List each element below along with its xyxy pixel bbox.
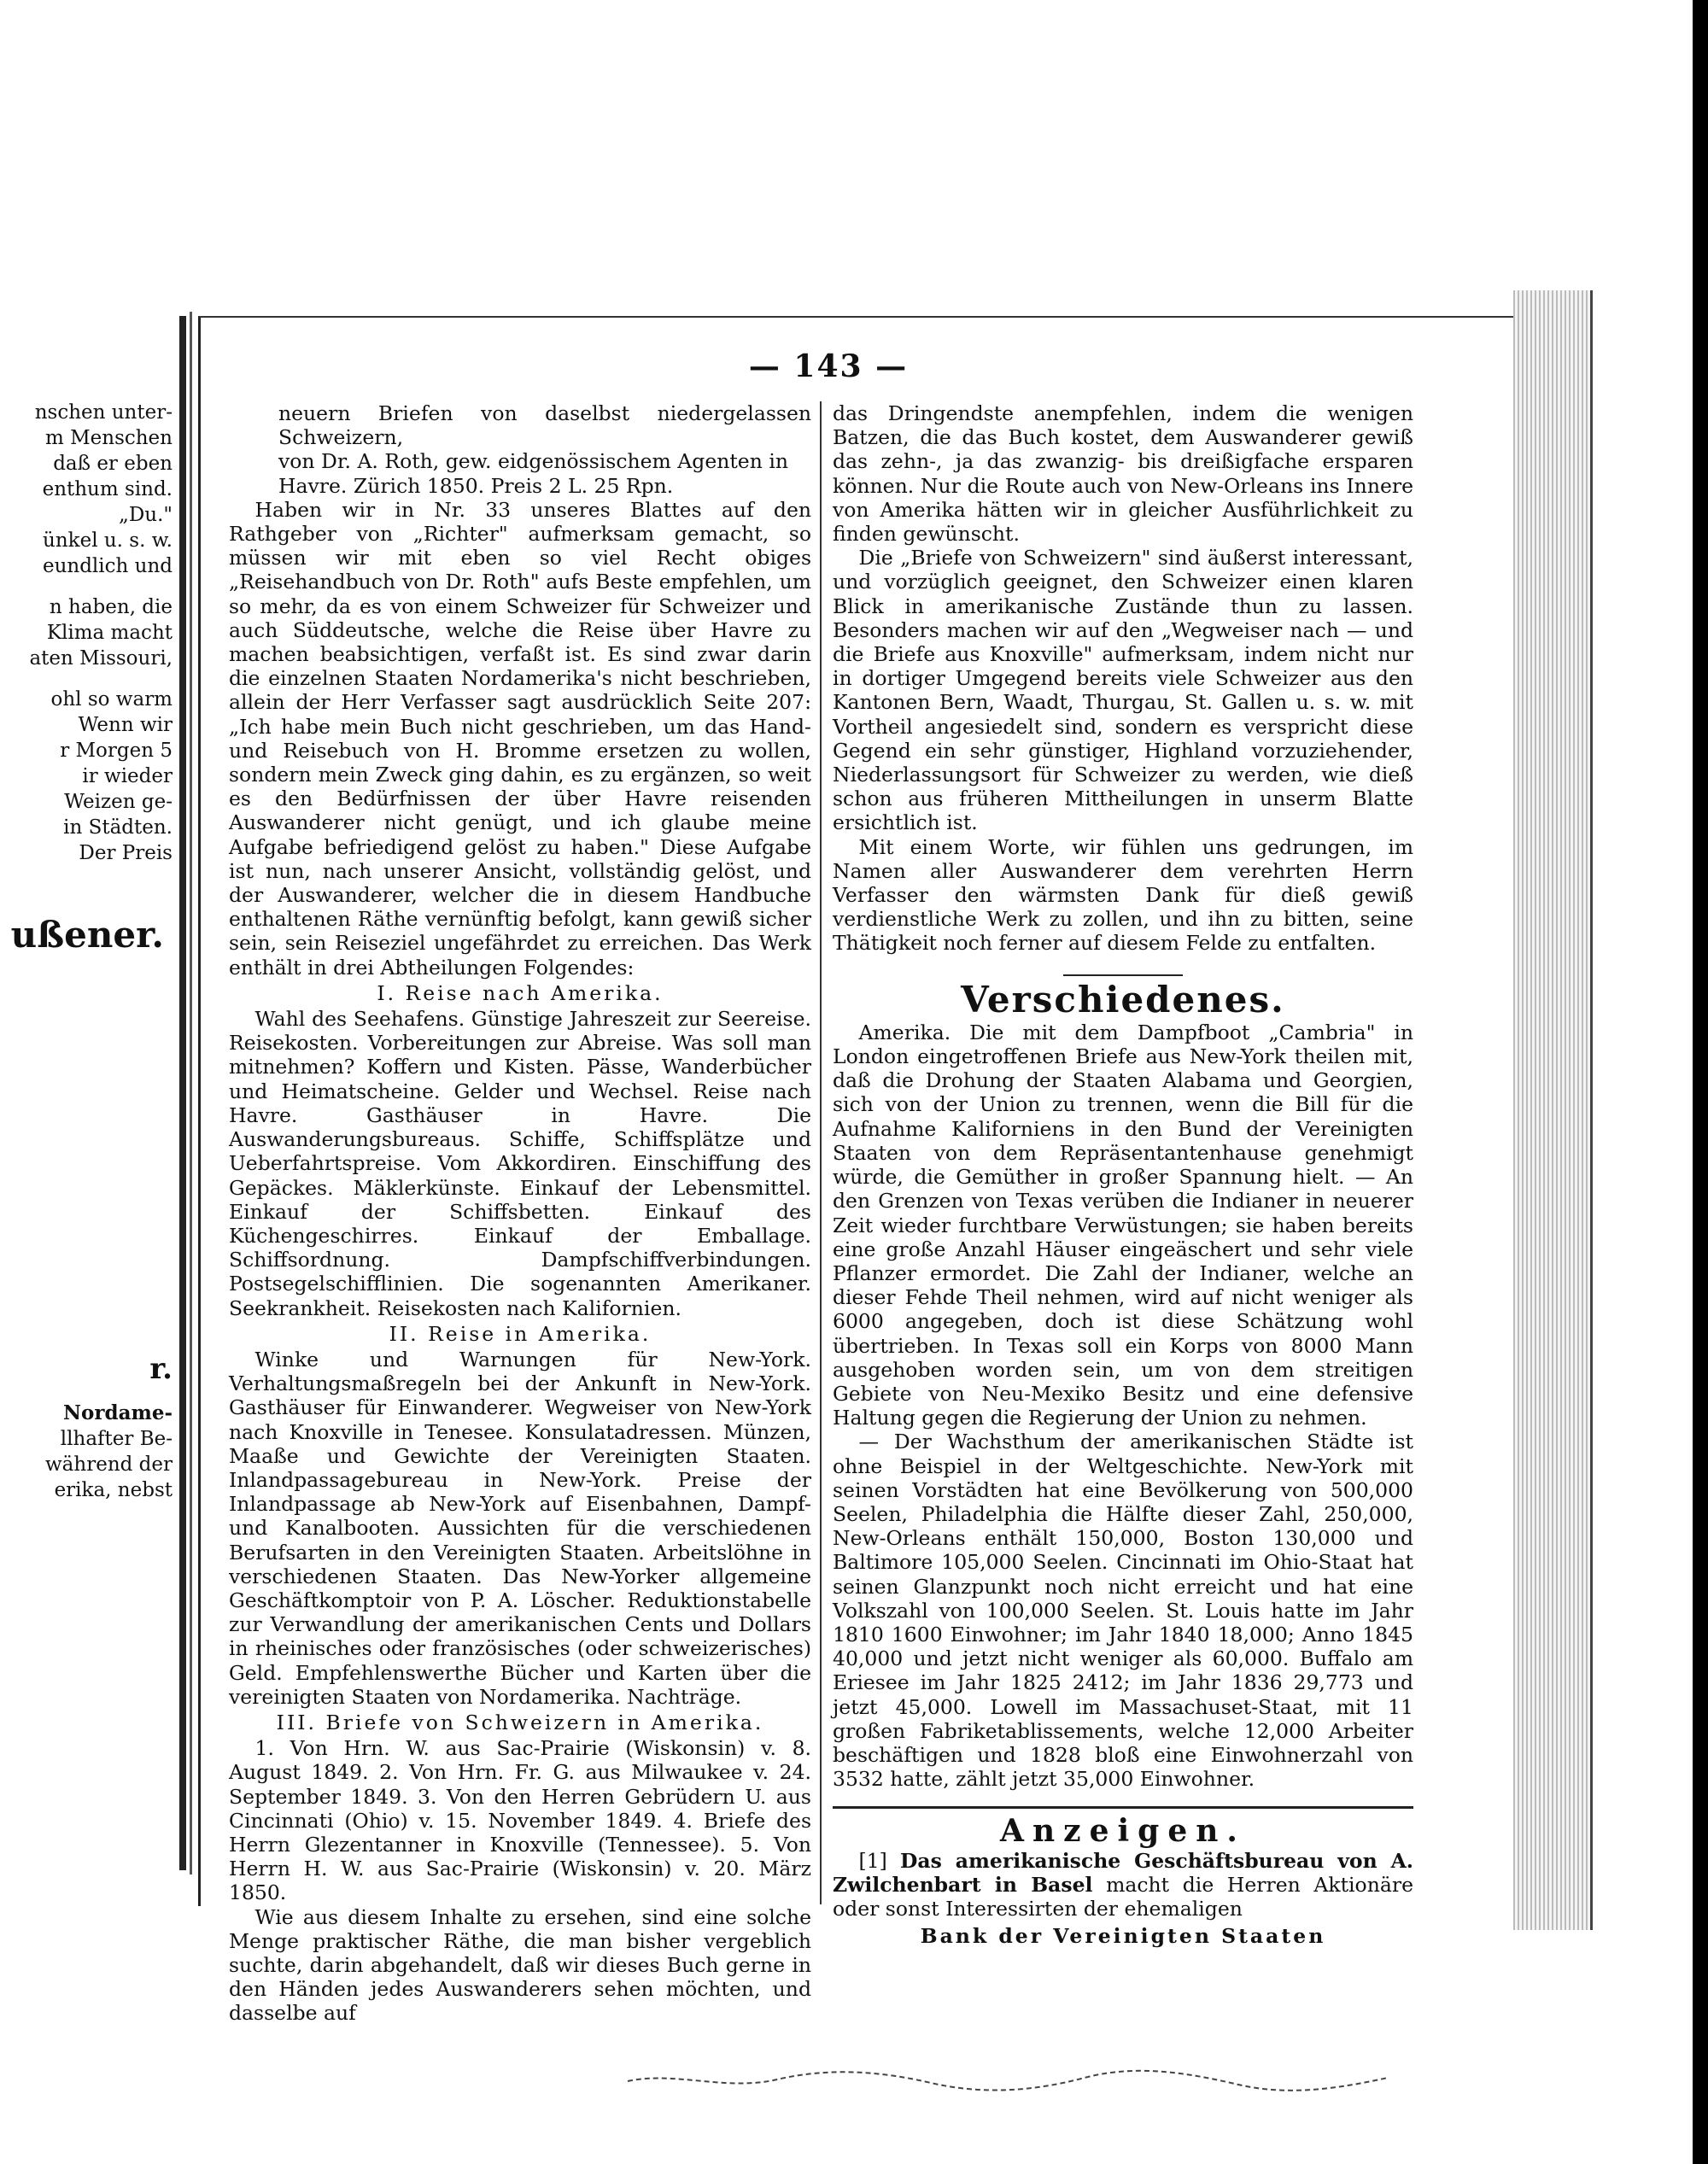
left-page-line: während der <box>45 1453 173 1476</box>
review-paragraph: Mit einem Worte, wir fühlen uns gedrungen, im Namen aller Auswanderer dem verehrten Herrn Verfasser den wärmsten Dank für dieß gewiß verdienstliche Werk zu zollen, und ihn zu bitten, seine Thätigkeit noch ferner auf diesem Felde zu entfalten. <box>833 834 1413 956</box>
left-page-line: Wenn wir <box>78 714 173 736</box>
page-stack-edges <box>1513 290 1593 1930</box>
page-number: — 143 — <box>748 348 909 384</box>
scan-border <box>1693 0 1708 2164</box>
separator-rule <box>1063 974 1183 976</box>
left-page-line: nschen unter- <box>34 401 173 424</box>
left-page-heading: ußener. <box>10 914 164 956</box>
column-left <box>229 401 811 2026</box>
book-reference-line: neuern Briefen von daselbst niedergelassen Schweizern, <box>278 401 811 450</box>
book-reference-line: Havre. Zürich 1850. Preis 2 L. 25 Rpn. <box>278 473 674 498</box>
left-page-line: aten Missouri, <box>29 647 173 670</box>
section-text: Winke und Warnungen für New-York. Verhaltungsmaßregeln bei der Ankunft in New-York. Gasthäuser für Einwanderer. Wegweiser von New-York nach Knoxville in Tenesee. Konsulatadressen. Münzen, Maaße und Gewichte der Vereinigten Staaten. Inlandpassagebureau in New-York. Preise der Inlandpassage ab New-York auf Eisenbahnen, Dampf- und Kanalbooten. Aussichten für die verschiedenen Berufsarten in den Vereinigten Staaten. Arbeitslöhne in verschiedenen Staaten. Das New-Yorker allgemeine Geschäftkomptoir von P. A. Löscher. Reduktionstabelle zur Verwandlung der amerikanischen Cents und Dollars in rheinisches oder französisches (oder schweizerisches) Geld. Empfehlenswerthe Bücher und Karten über die vereinigten Staaten von Nordamerika. Nachträge. <box>229 1347 811 1709</box>
section-text: Wahl des Seehafens. Günstige Jahreszeit zur Seereise. Reisekosten. Vorbereitungen zur Abreise. Was soll man mitnehmen? Koffern und Kisten. Pässe, Wanderbücher und Heimatscheine. Gelder und Wechsel. Reise nach Havre. Gasthäuser in Havre. Die Auswanderungsbureaus. Schiffe, Schiffsplätze und Ueberfahrtspreise. Vom Akkordiren. Einschiffung des Gepäckes. Mäklerkünste. Einkauf der Lebensmittel. Einkauf der Schiffsbetten. Einkauf des Küchengeschirres. Einkauf der Emballage. Schiffsordnung. Dampfschiffverbindungen. Postsegelschifflinien. Die sogenannten Amerikaner. Seekrankheit. Reisekosten nach Kalifornien. <box>229 1007 811 1320</box>
left-page-line: m Menschen <box>44 427 173 449</box>
review-closing: Wie aus diesem Inhalte zu ersehen, sind eine solche Menge praktischer Räthe, die man bisher vergeblich suchte, darin abgehandelt, daß wir dieses Buch gerne in den Händen jedes Auswanderers sehen möchten, und dasselbe auf <box>229 1904 811 2026</box>
left-page-line: r Morgen 5 <box>60 740 173 762</box>
left-page-line: daß er eben <box>53 453 173 475</box>
left-page-line: eundlich und <box>42 555 173 577</box>
left-page-line: Nordame- <box>63 1401 173 1424</box>
section-heading: I. Reise nach Amerika. <box>377 980 664 1005</box>
review-continuation: das Dringendste anempfehlen, indem die wenigen Batzen, die das Buch kostet, dem Auswanderer gewiß das zehn-, ja das zwanzig- bis dreißigfache ersparen können. Nur die Route auch von New-Orleans ins Innere von Amerika hätten wir in gleicher Ausführlichkeit zu finden gewünscht. <box>833 401 1413 547</box>
ad-text: macht die Herren Aktionäre oder sonst Interessirten der ehemaligen <box>833 1872 1413 1921</box>
scan-scribble-mark <box>623 2062 1392 2097</box>
left-page-line: enthum sind. <box>42 478 173 500</box>
column-right <box>833 401 1413 1948</box>
ads-heading: Anzeigen. <box>1000 1813 1246 1850</box>
ad-number: [1] <box>858 1848 887 1873</box>
separator-rule <box>833 1806 1413 1809</box>
left-facing-page <box>0 307 198 1879</box>
section-heading: III. Briefe von Schweizern in Amerika. <box>276 1710 764 1734</box>
review-paragraph: Die „Briefe von Schweizern" sind äußerst interessant, und vorzüglich geeignet, den Schweizer einen klaren Blick in amerikanische Zustände thun zu lassen. Besonders machen wir auf den „Wegweiser nach — und die Briefe aus Knoxville" aufmerksam, indem nicht nur in dortiger Umgegend bereits viele Schweizer aus den Kantonen Bern, Waadt, Thurgau, St. Gallen u. s. w. mit Vortheil angesiedelt sind, sondern es verspricht diese Gegend ein sehr günstiger, Highland vorzuziehender, Niederlassungsort für Schweizer zu werden, wie dieß schon aus früheren Mittheilungen in unserm Blatte ersichtlich ist. <box>833 546 1413 835</box>
left-page-line: ir wieder <box>82 765 173 787</box>
page-gutter-line <box>190 312 192 1874</box>
column-divider <box>820 401 822 1904</box>
left-page-line: ohl so warm <box>50 688 173 711</box>
left-page-line: Klima macht <box>46 622 173 644</box>
left-page-line: r. <box>149 1352 173 1386</box>
left-page-line: erika, nebst <box>54 1479 173 1501</box>
left-page-line: Der Preis <box>79 842 173 864</box>
left-page-line: Weizen ge- <box>64 791 173 813</box>
news-paragraph: Amerika. Die mit dem Dampfboot „Cambria" in London eingetroffenen Briefe aus New-York theilen mit, daß die Drohung der Staaten Alabama und Georgien, sich von der Union zu trennen, wenn die Bill für die Aufnahme Kaliforniens in den Bund der Vereinigten Staaten von dem Repräsentantenhause genehmigt würde, die Gemüther in großer Spannung hielt. — An den Grenzen von Texas verüben die Indianer in neuerer Zeit wieder furchtbare Verwüstungen; sie haben bereits eine große Anzahl Häuser eingeäschert und sehr viele Pflanzer ermordet. Die Zahl der Indianer, welche an dieser Fehde Theil nehmen, wird auf nicht weniger als 6000 angegeben, doch ist diese Schätzung wohl übertrieben. In Texas soll ein Korps von 8000 Mann ausgehoben worden sein, um von dem streitigen Gebiete von Neu-Mexiko Besitz und eine defensive Haltung gegen die Regierung der Union zu nehmen. <box>833 1020 1413 1430</box>
left-page-line: n haben, die <box>49 596 173 618</box>
book-reference-line: von Dr. A. Roth, gew. eidgenössischem Agenten in <box>278 449 788 474</box>
misc-heading: Verschiedenes. <box>961 978 1285 1021</box>
ad-bank-name: Bank der Vereinigten Staaten <box>920 1924 1326 1949</box>
left-page-line: ünkel u. s. w. <box>43 529 173 552</box>
section-text: 1. Von Hrn. W. aus Sac-Prairie (Wiskonsin) v. 8. August 1849. 2. Von Hrn. Fr. G. aus Milwaukee v. 24. September 1849. 3. Von den Herren Gebrüdern U. aus Cincinnati (Ohio) v. 15. November 1849. 4. Briefe des Herrn Glezentanner in Knoxville (Tennessee). 5. Von Herrn H. W. aus Sac-Prairie (Wiskonsin) v. 20. März 1850. <box>229 1736 811 1905</box>
left-page-line: „Du." <box>118 504 173 526</box>
page-gutter <box>179 316 186 1870</box>
left-page-line: llhafter Be- <box>60 1428 173 1450</box>
ad-paragraph <box>833 1849 1413 1921</box>
ad-company: Das amerikanische Geschäftsbureau von A. Zwilchenbart in Basel <box>833 1848 1413 1897</box>
left-page-line: in Städten. <box>63 816 173 839</box>
section-heading: II. Reise in Amerika. <box>389 1321 652 1346</box>
review-intro: Haben wir in Nr. 33 unseres Blattes auf den Rathgeber von „Richter" aufmerksam gemacht, so müssen wir mit eben so viel Recht obiges „Reisehandbuch von Dr. Roth" aufs Beste empfehlen, um so mehr, da es von einem Schweizer für Schweizer und auch Süddeutsche, welche die Reise über Havre zu machen beabsichtigen, verfaßt ist. Es sind zwar darin die einzelnen Staaten Nordamerika's nicht beschrieben, allein der Herr Verfasser sagt ausdrücklich Seite 207: „Ich habe mein Buch nicht geschrieben, um das Hand- und Reisebuch von H. Bromme ersetzen zu wollen, sondern mein Zweck ging dahin, es zu ergänzen, so weit es den Bedürfnissen der über Havre reisenden Auswanderer nicht genügt, und ich glaube meine Aufgabe befriedigend gelöst zu haben." Diese Aufgabe ist nun, nach unserer Ansicht, vollständig gelöst, und der Auswanderer, welcher die in diesem Handbuche enthaltenen Räthe vernünftig befolgt, kann gewiß sicher sein, sein Reiseziel ungefährdet zu erreichen. Das Werk enthält in drei Abtheilungen Folgendes: <box>229 497 811 980</box>
news-paragraph: — Der Wachsthum der amerikanischen Städte ist ohne Beispiel in der Weltgeschichte. New-York mit seinen Vorstädten hat eine Bevölkerung von 500,000 Seelen, Philadelphia die Hälfte dieser Zahl, 250,000, New-Orleans enthält 150,000, Boston 130,000 und Baltimore 105,000 Seelen. Cincinnati im Ohio-Staat hat seinen Glanzpunkt noch nicht erreicht und hat eine Volkszahl von 100,000 Seelen. St. Louis hatte im Jahr 1810 1600 Einwohner; im Jahr 1840 18,000; Anno 1845 40,000 und jetzt nicht weniger als 60,000. Buffalo am Eriesee im Jahr 1825 2412; im Jahr 1836 29,773 und jetzt 45,000. Lowell im Massachuset-Staat, mit 11 großen Fabriketablissements, welche 12,000 Arbeiter beschäftigen und 1828 bloß eine Einwohnerzahl von 3532 hatte, zählt jetzt 35,000 Einwohner. <box>833 1430 1413 1792</box>
